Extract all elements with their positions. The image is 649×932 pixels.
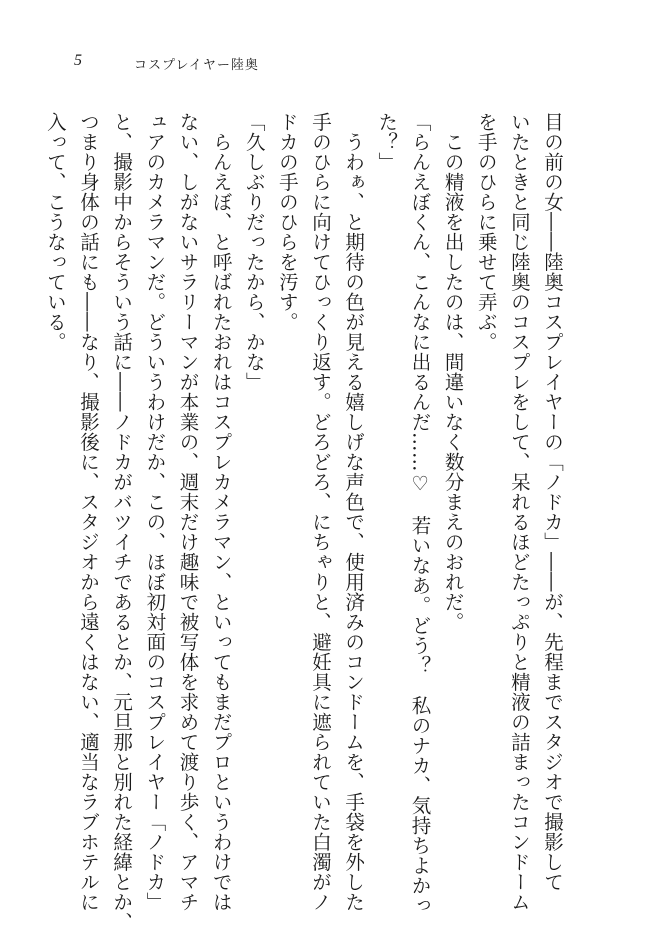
page-number: 5 — [74, 52, 82, 69]
text-column: を手のひらに乗せて弄ぶ。 — [474, 112, 498, 352]
running-header-title: コスプレイヤー陸奥 — [134, 58, 259, 73]
text-column: 入って、こうなっている。 — [43, 112, 67, 352]
text-column: うわぁ、と期待の色が見える嬉しげな声色で、使用済みのコンドームを、手袋を外した — [342, 112, 366, 912]
text-column: た？」 — [375, 112, 399, 172]
text-column: らんえぼ、と呼ばれたおれはコスプレカメラマン、といってもまだプロというわけでは — [209, 112, 233, 912]
body-text — [43, 112, 569, 932]
text-column: 「久しぶりだったから、かな」 — [242, 112, 266, 392]
text-column: この精液を出したのは、間違いなく数分まえのおれだ。 — [441, 112, 465, 632]
text-column: 手のひらに向けてひっくり返す。どろどろ、にちゃりと、避妊具に遮られていた白濁がノ — [309, 112, 333, 912]
text-column: つまり身体の話にも――なり、撮影後に、スタジオから遠くはない、適当なラブホテルに — [77, 112, 101, 912]
text-column: ュアのカメラマンだ。どういうわけだか、この、ほぼ初対面のコスプレイヤー「ノドカ」 — [143, 112, 167, 912]
text-column: いたときと同じ陸奥のコスプレをして、呆れるほどたっぷりと精液の詰まったコンドーム — [507, 112, 531, 912]
text-column: と、撮影中からそういう話に――ノドカがバツイチであるとか、元旦那と別れた経緯とか、 — [110, 112, 134, 932]
text-column: ドカの手のひらを汚す。 — [275, 112, 299, 332]
text-column: ない、しがないサラリーマンが本業の、週末だけ趣味で被写体を求めて渡り歩く、アマチ — [176, 112, 200, 912]
text-column: 「らんえぼくん、こんなに出るんだ……♡ 若いなあ。どう？ 私のナカ、気持ちよかっ — [408, 112, 432, 916]
text-column: 目の前の女――陸奥コスプレイヤーの「ノドカ」――が、先程までスタジオで撮影して — [541, 112, 564, 892]
